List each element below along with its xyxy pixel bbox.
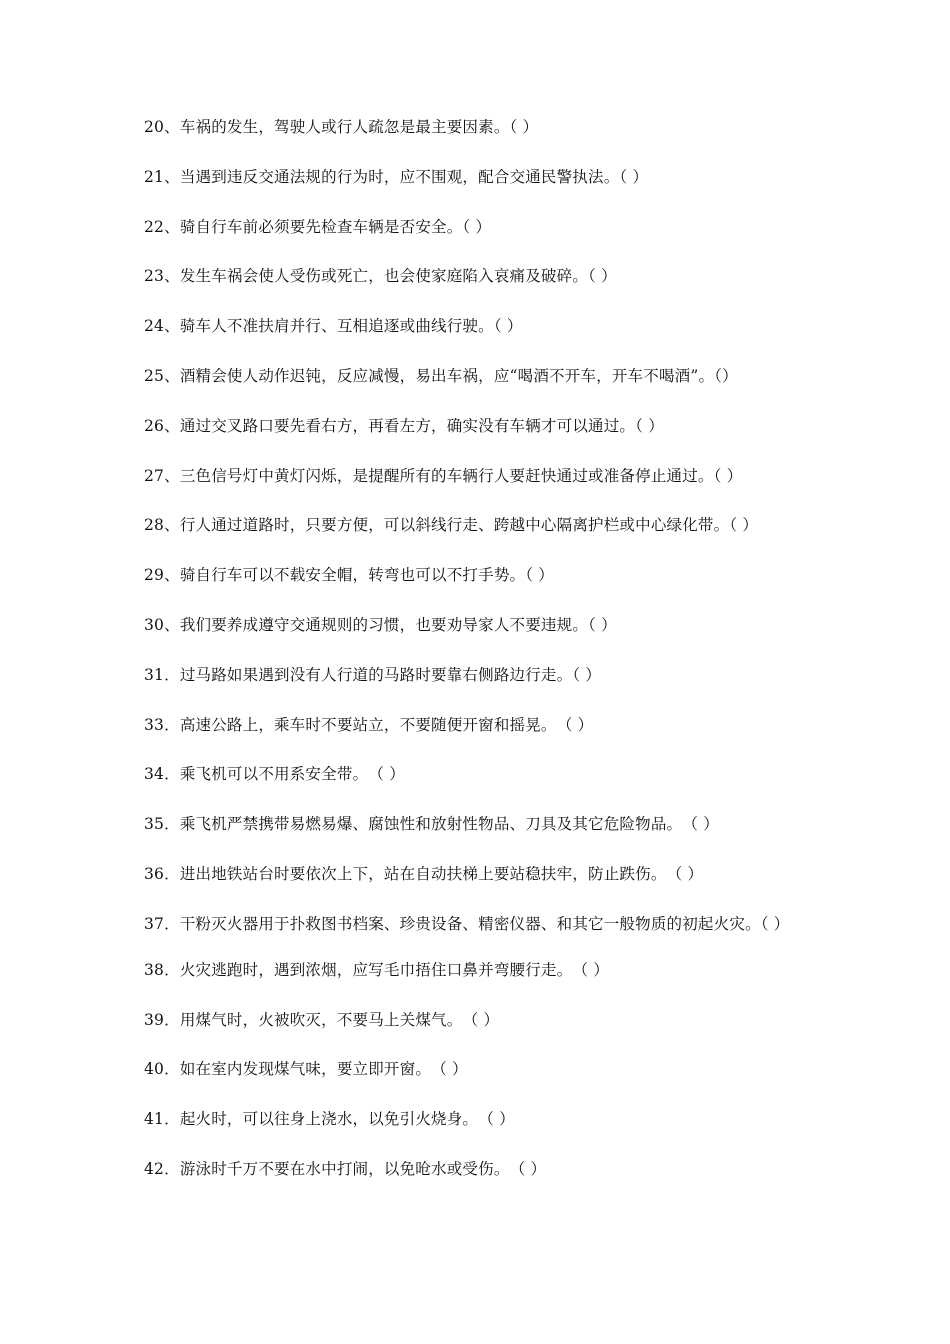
question-item: 29、骑自行车可以不载安全帽，转弯也可以不打手势。（ ） — [144, 566, 555, 585]
question-item: 41．起火时，可以往身上浇水，以免引火烧身。 （ ） — [144, 1110, 515, 1129]
question-item: 30、我们要养成遵守交通规则的习惯，也要劝导家人不要违规。（ ） — [144, 615, 617, 634]
question-item: 31．过马路如果遇到没有人行道的马路时要靠右侧路边行走。（ ） — [144, 665, 602, 684]
question-item: 38．火灾逃跑时，遇到浓烟，应写毛巾捂住口鼻并弯腰行走。 （ ） — [144, 960, 610, 979]
question-list — [144, 116, 824, 1208]
question-item: 37．干粉灭火器用于扑救图书档案、珍贵设备、精密仪器、和其它一般物质的初起火灾。（ ） — [144, 914, 790, 933]
question-item: 23、发生车祸会使人受伤或死亡，也会使家庭陷入哀痛及破碎。（ ） — [144, 267, 617, 286]
question-item: 24、骑车人不准扶肩并行、互相追逐或曲线行驶。（ ） — [144, 317, 523, 336]
question-item: 21、当遇到违反交通法规的行为时，应不围观，配合交通民警执法。（ ） — [144, 167, 649, 186]
question-item: 26、通过交叉路口要先看右方，再看左方，确实没有车辆才可以通过。（ ） — [144, 416, 664, 435]
question-item: 42．游泳时千万不要在水中打闹，以免呛水或受伤。 （ ） — [144, 1159, 547, 1178]
question-item: 35．乘飞机严禁携带易燃易爆、腐蚀性和放射性物品、刀具及其它危险物品。 （ ） — [144, 815, 719, 834]
question-item: 22、骑自行车前必须要先检查车辆是否安全。（ ） — [144, 217, 492, 236]
question-item: 34．乘飞机可以不用系安全带。 （ ） — [144, 765, 405, 784]
question-item: 40．如在室内发现煤气味，要立即开窗。 （ ） — [144, 1060, 468, 1079]
question-item: 20、车祸的发生，驾驶人或行人疏忽是最主要因素。（ ） — [144, 118, 539, 136]
question-item: 28、行人通过道路时，只要方便，可以斜线行走、跨越中心隔离护栏或中心绿化带。（ ） — [144, 516, 759, 535]
question-item: 33．高速公路上，乘车时不要站立，不要随便开窗和摇晃。 （ ） — [144, 715, 594, 734]
question-item: 27、三色信号灯中黄灯闪烁，是提醒所有的车辆行人要赶快通过或准备停止通过。（ ） — [144, 466, 743, 485]
question-item: 25、酒精会使人动作迟钝，反应减慢，易出车祸，应“喝酒不开车，开车不喝酒”。（） — [144, 366, 738, 385]
question-item: 39．用煤气时，火被吹灭，不要马上关煤气。 （ ） — [144, 1010, 500, 1029]
question-item: 36．进出地铁站台时要依次上下，站在自动扶梯上要站稳扶牢，防止跌伤。 （ ） — [144, 864, 704, 883]
